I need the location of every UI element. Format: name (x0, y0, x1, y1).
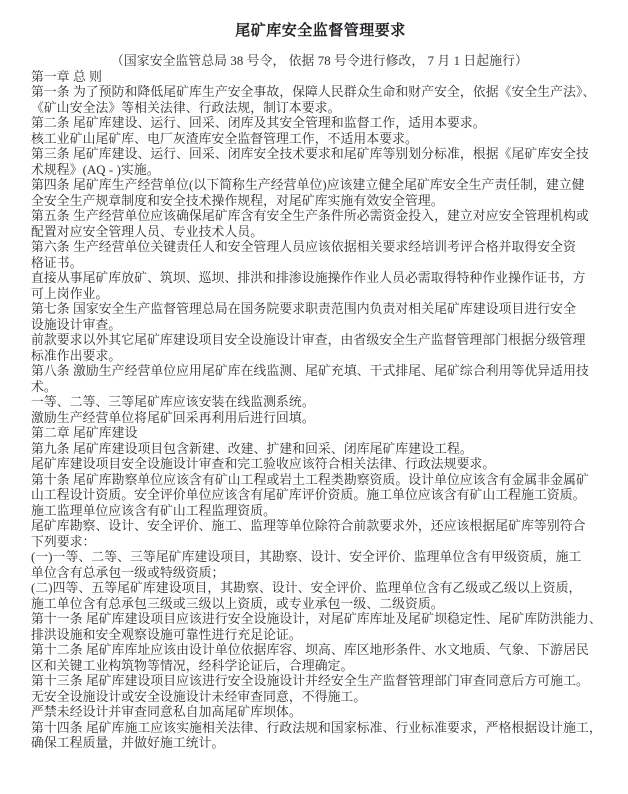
document-line: 第十四条 尾矿库施工应该实施相关法律、行政法规和国家标准、行业标准要求，严格根据设计施工， (31, 720, 602, 735)
document-line: 全安全生产规章制度和安全技术操作规程，对尾矿库实施有效安全管理。 (31, 193, 444, 208)
document-line: 施工单位含有总承包三级或三级以上资质，或专业承包一级、二级资质。 (31, 596, 444, 611)
document-line: 第十条 尾矿库勘察单位应该含有矿山工程或岩土工程类勘察资质。设计单位应该含有金属非金属矿 (31, 472, 589, 487)
document-line: 第十二条 尾矿库库址应该由设计单位依据库容、坝高、库区地形条件、水文地质、气象、下游居民 (31, 643, 589, 657)
document-line: 术。 (31, 379, 57, 394)
document-line: 排洪设施和安全观察设施可靠性进行充足论证。 (31, 627, 302, 642)
document-line: 术规程》(AQ - )实施。 (31, 162, 160, 177)
document-line: 无安全设施设计或安全设施设计未经审查同意，不得施工。 (31, 689, 367, 704)
document-line: 第八条 激励生产经营单位应用尾矿库在线监测、尾矿充填、干式排尾、尾矿综合利用等优异适用技 (31, 364, 589, 378)
document-line: 配置对应安全管理人员、专业技术人员。 (31, 224, 264, 239)
document-line: 第三条 尾矿库建设、运行、回采、闭库安全技术要求和尾矿库等别划分标准，根据《尾矿库安全技 (31, 147, 589, 161)
document-line: 第四条 尾矿库生产经营单位(以下简称生产经营单位)应该建立健全尾矿库安全生产责任制，建立健 (31, 178, 585, 192)
document-line: 确保工程质量，并做好施工统计。 (31, 736, 225, 750)
document-line: 一等、二等、三等尾矿库应该安装在线监测系统。 (31, 395, 315, 409)
document-line: 施工监理单位应该含有矿山工程监理资质。 (31, 503, 277, 518)
document-line: 第十三条 尾矿库建设项目应该进行安全设施设计并经安全生产监督管理部门审查同意后方可施工。 (31, 674, 589, 688)
document-line: (一)一等、二等、三等尾矿库建设项目，其勘察、设计、安全评价、监理单位含有甲级资质，施工 (31, 550, 582, 564)
document-line: 区和关键工业构筑物等情况，经科学论证后，合理确定。 (31, 658, 354, 673)
document-line: 第十一条 尾矿库建设项目应该进行安全设施设计，对尾矿库库址及尾矿坝稳定性、尾矿库防洪能力、 (31, 612, 602, 626)
document-line: 第二章 尾矿库建设 (31, 426, 138, 440)
document-line: 直接从事尾矿库放矿、筑坝、巡坝、排洪和排渗设施操作作业人员必需取得特种作业操作证书，方 (31, 271, 586, 285)
document-line: 严禁未经设计并审查同意私自加高尾矿库坝体。 (31, 705, 302, 719)
document-line: (二)四等、五等尾矿库建设项目，其勘察、设计、安全评价、监理单位含有乙级或乙级以上资质， (31, 581, 582, 595)
document-title: 尾矿库安全监督管理要求 (235, 23, 406, 39)
document-line: 第七条 国家安全生产监督管理总局在国务院要求职责范围内负责对相关尾矿库建设项目进行安全 (31, 302, 576, 316)
document-line: 格证书。 (31, 255, 83, 270)
document-line: 激励生产经营单位将尾矿回采再利用后进行回填。 (31, 410, 315, 425)
document-line: 尾矿库建设项目安全设施设计审查和完工验收应该符合相关法律、行政法规要求。 (31, 457, 496, 471)
document-line: 下列要求： (31, 534, 96, 549)
document-line: 《矿山安全法》等相关法律、行政法规，制订本要求。 (31, 100, 341, 115)
document-line: 山工程设计资质。安全评价单位应该含有尾矿库评价资质。施工单位应该含有矿山工程施工资质。 (31, 488, 586, 502)
document-line: 尾矿库勘察、设计、安全评价、施工、监理等单位除符合前款要求外，还应该根据尾矿库等别符合 (31, 519, 586, 533)
document-body (31, 70, 610, 752)
document-line: 第九条 尾矿库建设项目包含新建、改建、扩建和回采、闭库尾矿库建设工程。 (31, 441, 473, 456)
document-line: 标准作出要求。 (31, 348, 122, 363)
document-line: 可上岗作业。 (31, 286, 109, 301)
document-line: 核工业矿山尾矿库、电厂灰渣库安全监督管理工作，不适用本要求。 (31, 131, 418, 146)
document-line: 设施设计审查。 (31, 317, 122, 332)
document-line: 第二条 尾矿库建设、运行、回采、闭库及其安全管理和监督工作，适用本要求。 (31, 116, 486, 130)
document-line: 第一条 为了预防和降低尾矿库生产安全事故，保障人民群众生命和财产安全，依据《安全生产法》、 (31, 85, 596, 99)
document-line: 单位含有总承包一级或特级资质； (31, 565, 225, 580)
document-line: 第一章 总 则 (31, 69, 103, 84)
document-subtitle: （国家安全监管总局 38 号令， 依据 78 号令进行修改， 7 月 1 日起施行） (111, 54, 528, 68)
document-line: 第五条 生产经营单位应该确保尾矿库含有安全生产条件所必需资金投入，建立对应安全管理机构或 (31, 209, 589, 223)
document-line: 前款要求以外其它尾矿库建设项目安全设施设计审查，由省级安全生产监督管理部门根据分级管理 (31, 333, 586, 347)
document-line: 第六条 生产经营单位关键责任人和安全管理人员应该依据相关要求经培训考评合格并取得安全资 (31, 240, 576, 254)
